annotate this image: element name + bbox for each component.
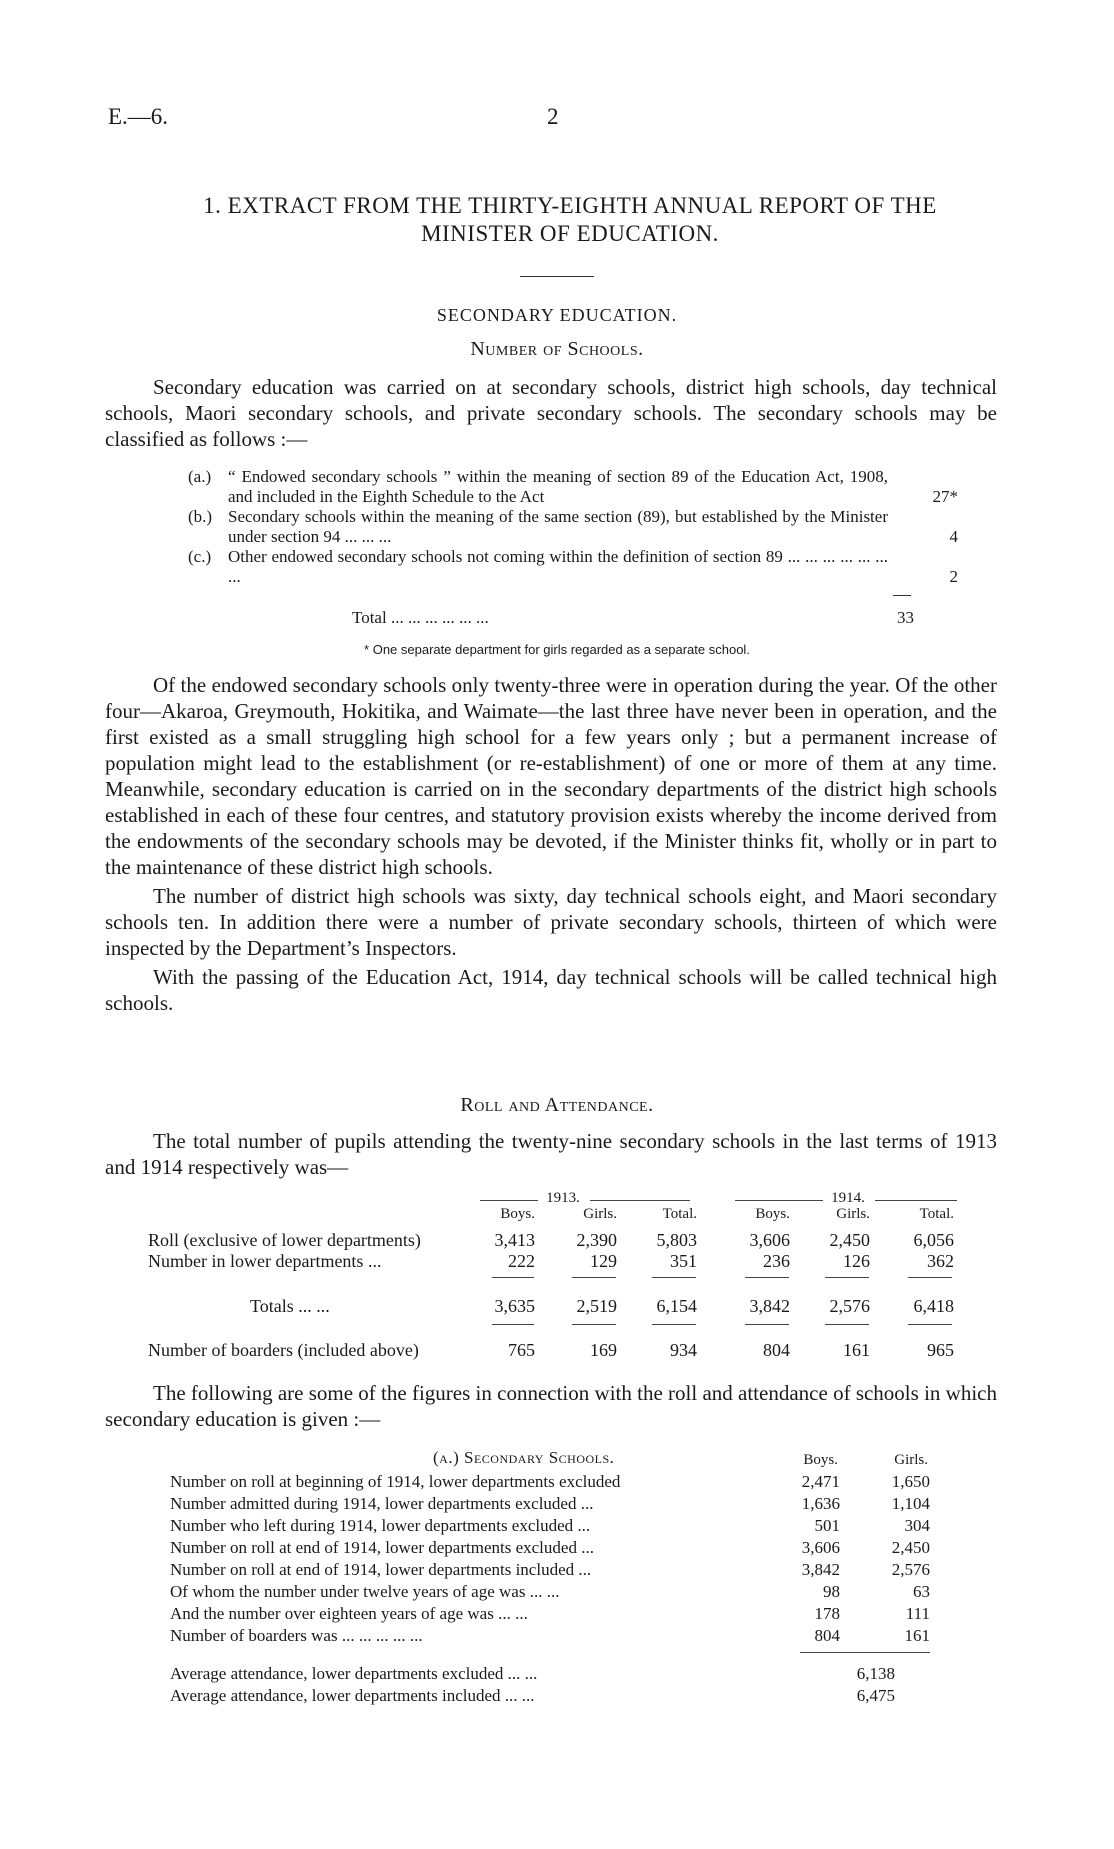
col-girls: Girls. <box>894 1452 928 1468</box>
cell-girls: 63 <box>913 1582 930 1601</box>
footnote: * One separate department for girls regarded as a separate school. <box>364 642 750 657</box>
cell: 126 <box>843 1251 870 1271</box>
title-rule <box>520 276 594 277</box>
row-label: Number on roll at end of 1914, lower departments included ... <box>170 1560 592 1579</box>
cell: 6,418 <box>913 1296 954 1316</box>
sum-rule <box>652 1277 696 1278</box>
col-girls: Girls. <box>836 1206 870 1222</box>
cell-girls: 111 <box>905 1604 930 1623</box>
cell-girls: 304 <box>904 1516 930 1535</box>
cell-boys: 98 <box>823 1582 840 1601</box>
roll-intro-paragraph <box>105 1128 997 1183</box>
sum-rule <box>908 1324 952 1325</box>
subsection-roll-and-attendance: Roll and Attendance. <box>460 1094 654 1116</box>
row-label: And the number over eighteen years of age was ... ... <box>170 1604 528 1623</box>
cell: 3,413 <box>494 1230 535 1250</box>
row-label: Number in lower departments ... <box>148 1251 382 1271</box>
cell: 2,576 <box>829 1296 870 1316</box>
cell-girls: 2,576 <box>891 1560 930 1579</box>
sum-rule <box>652 1324 696 1325</box>
sum-rule <box>492 1277 534 1278</box>
cell: 161 <box>843 1340 870 1360</box>
classification-text: Other endowed secondary schools not coming within the definition of section 89 ... ... ... ... ... ... ... <box>228 547 888 586</box>
row-label: Number of boarders was ... ... ... ... ... <box>170 1626 423 1645</box>
totals-label: Totals ... ... <box>250 1296 330 1316</box>
classification-text: Secondary schools within the meaning of the same section (89), but established by the Minister under section 94 ... ... ... <box>228 507 888 546</box>
boarders-label: Number of boarders (included above) <box>148 1340 419 1360</box>
classification-total-value: 33 <box>897 608 914 627</box>
attendance-intro-text: The following are some of the figures in connection with the roll and attendance of schools in which secondary education is given :— <box>105 1381 997 1431</box>
cell-girls: 1,650 <box>891 1472 930 1491</box>
row-label: Roll (exclusive of lower departments) <box>148 1230 421 1250</box>
cell: 6,056 <box>913 1230 954 1250</box>
sum-rule <box>908 1277 952 1278</box>
report-reference: E.—6. <box>108 104 169 129</box>
col-boys: Boys. <box>803 1452 838 1468</box>
paragraph: Of the endowed secondary schools only twenty-three were in operation during the year. Of the other four—Akaroa, Greymouth, Hokitika, and Waimate—the last three have never been in operation, and the first existed as a small struggling high school for a few years only ; but a permanent increase of population might lead to the establishment (or re-establishment) of one or more of them at any time. Meanwhile, secondary education is carried on in the secondary departments of the district high schools established in each of these four centres, and statutory provision exists whereby the income derived from the endowments of the secondary schools may be devoted, if the Minister thinks fit, wholly or in part to the maintenance of these district high schools. <box>105 673 997 879</box>
year-rule <box>480 1200 538 1201</box>
cell-boys: 804 <box>814 1626 840 1645</box>
cell: 3,606 <box>749 1230 790 1250</box>
paragraph: With the passing of the Education Act, 1914, day technical schools will be called technical high schools. <box>105 965 997 1015</box>
row-label: Of whom the number under twelve years of age was ... ... <box>170 1582 560 1601</box>
document-title: 1. EXTRACT FROM THE THIRTY-EIGHTH ANNUAL REPORT OF THE MINISTER OF EDUCATION. <box>203 193 937 246</box>
cell: 129 <box>590 1251 617 1271</box>
classification-label: (a.) <box>188 467 212 486</box>
classification-value: 2 <box>949 567 958 586</box>
cell: 965 <box>927 1340 954 1360</box>
total-rule <box>893 595 911 596</box>
section-title: SECONDARY EDUCATION. <box>436 305 678 325</box>
sum-rule <box>825 1324 869 1325</box>
sum-rule <box>572 1324 616 1325</box>
classification-text: “ Endowed secondary schools ” within the meaning of section 89 of the Education Act, 1908, and included in the Eighth Schedule to the Act <box>228 467 888 506</box>
cell: 2,519 <box>576 1296 617 1316</box>
cell-boys: 3,606 <box>801 1538 840 1557</box>
col-total: Total. <box>662 1206 697 1222</box>
cell: 934 <box>670 1340 697 1360</box>
classification-item <box>188 507 958 547</box>
cell-girls: 161 <box>904 1626 930 1645</box>
sum-rule <box>492 1324 534 1325</box>
row-label: Number who left during 1914, lower departments excluded ... <box>170 1516 591 1535</box>
subsection-number-of-schools: Number of Schools. <box>470 338 644 360</box>
col-boys: Boys. <box>755 1206 790 1222</box>
secondary-table-heading <box>433 1448 614 1468</box>
secondary-schools-table <box>0 1448 1114 1728</box>
heading-text: (a.) Secondary Schools. <box>433 1448 615 1467</box>
cell: 2,450 <box>829 1230 870 1250</box>
classification-value: 27* <box>932 487 958 506</box>
cell-boys: 1,636 <box>801 1494 840 1513</box>
classification-total-label: Total ... ... ... ... ... ... <box>352 608 489 627</box>
paragraph: The number of district high schools was sixty, day technical schools eight, and Maori secondary schools ten. In addition there were a number of private secondary schools, thirteen of which were inspected by the Department’s Inspectors. <box>105 884 997 960</box>
row-label: Number admitted during 1914, lower departments excluded ... <box>170 1494 594 1513</box>
cell-average: 6,475 <box>856 1686 895 1705</box>
sum-rule <box>572 1277 616 1278</box>
cell: 5,803 <box>656 1230 697 1250</box>
cell: 3,842 <box>749 1296 790 1316</box>
sum-rule <box>825 1277 869 1278</box>
brace-rule <box>800 1652 930 1653</box>
classification-item <box>188 467 958 507</box>
attendance-intro-paragraph <box>105 1380 997 1435</box>
classification-label: (b.) <box>188 507 213 526</box>
classification-label: (c.) <box>188 547 212 566</box>
roll-table <box>0 1190 1114 1370</box>
col-boys: Boys. <box>500 1206 535 1222</box>
row-label: Number on roll at beginning of 1914, lower departments excluded <box>170 1472 621 1491</box>
sum-rule <box>745 1277 789 1278</box>
year-rule <box>590 1200 690 1201</box>
row-label: Number on roll at end of 1914, lower departments excluded ... <box>170 1538 594 1557</box>
cell: 169 <box>590 1340 617 1360</box>
cell: 3,635 <box>494 1296 535 1316</box>
row-label: Average attendance, lower departments excluded ... ... <box>170 1664 538 1683</box>
roll-intro-text: The total number of pupils attending the twenty-nine secondary schools in the last terms of 1913 and 1914 respectively was— <box>105 1129 997 1179</box>
cell: 362 <box>927 1251 954 1271</box>
year-1914: 1914. <box>831 1190 865 1206</box>
cell: 804 <box>763 1340 790 1360</box>
cell: 222 <box>508 1251 535 1271</box>
sum-rule <box>745 1324 789 1325</box>
year-1913: 1913. <box>546 1190 580 1206</box>
col-girls: Girls. <box>583 1206 617 1222</box>
cell-boys: 3,842 <box>801 1560 840 1579</box>
year-rule <box>875 1200 957 1201</box>
cell-girls: 1,104 <box>891 1494 930 1513</box>
cell: 765 <box>508 1340 535 1360</box>
cell: 6,154 <box>656 1296 697 1316</box>
cell-average: 6,138 <box>856 1664 895 1683</box>
page-number: 2 <box>547 104 559 129</box>
classification-value: 4 <box>949 527 958 546</box>
cell: 351 <box>670 1251 697 1271</box>
cell-boys: 178 <box>814 1604 840 1623</box>
row-label: Average attendance, lower departments included ... ... <box>170 1686 535 1705</box>
classification-item <box>188 547 958 587</box>
cell-boys: 501 <box>814 1516 840 1535</box>
cell: 236 <box>763 1251 790 1271</box>
cell-boys: 2,471 <box>801 1472 840 1491</box>
intro-paragraph <box>105 374 997 455</box>
body-paragraphs <box>105 672 997 1019</box>
year-rule <box>735 1200 823 1201</box>
cell: 2,390 <box>576 1230 617 1250</box>
cell-girls: 2,450 <box>891 1538 930 1557</box>
col-total: Total. <box>919 1206 954 1222</box>
classification-list <box>188 467 958 587</box>
intro-text: Secondary education was carried on at secondary schools, district high schools, day technical schools, Maori secondary schools, and private secondary schools. The secondary schools may be classified as follows :— <box>105 375 997 451</box>
